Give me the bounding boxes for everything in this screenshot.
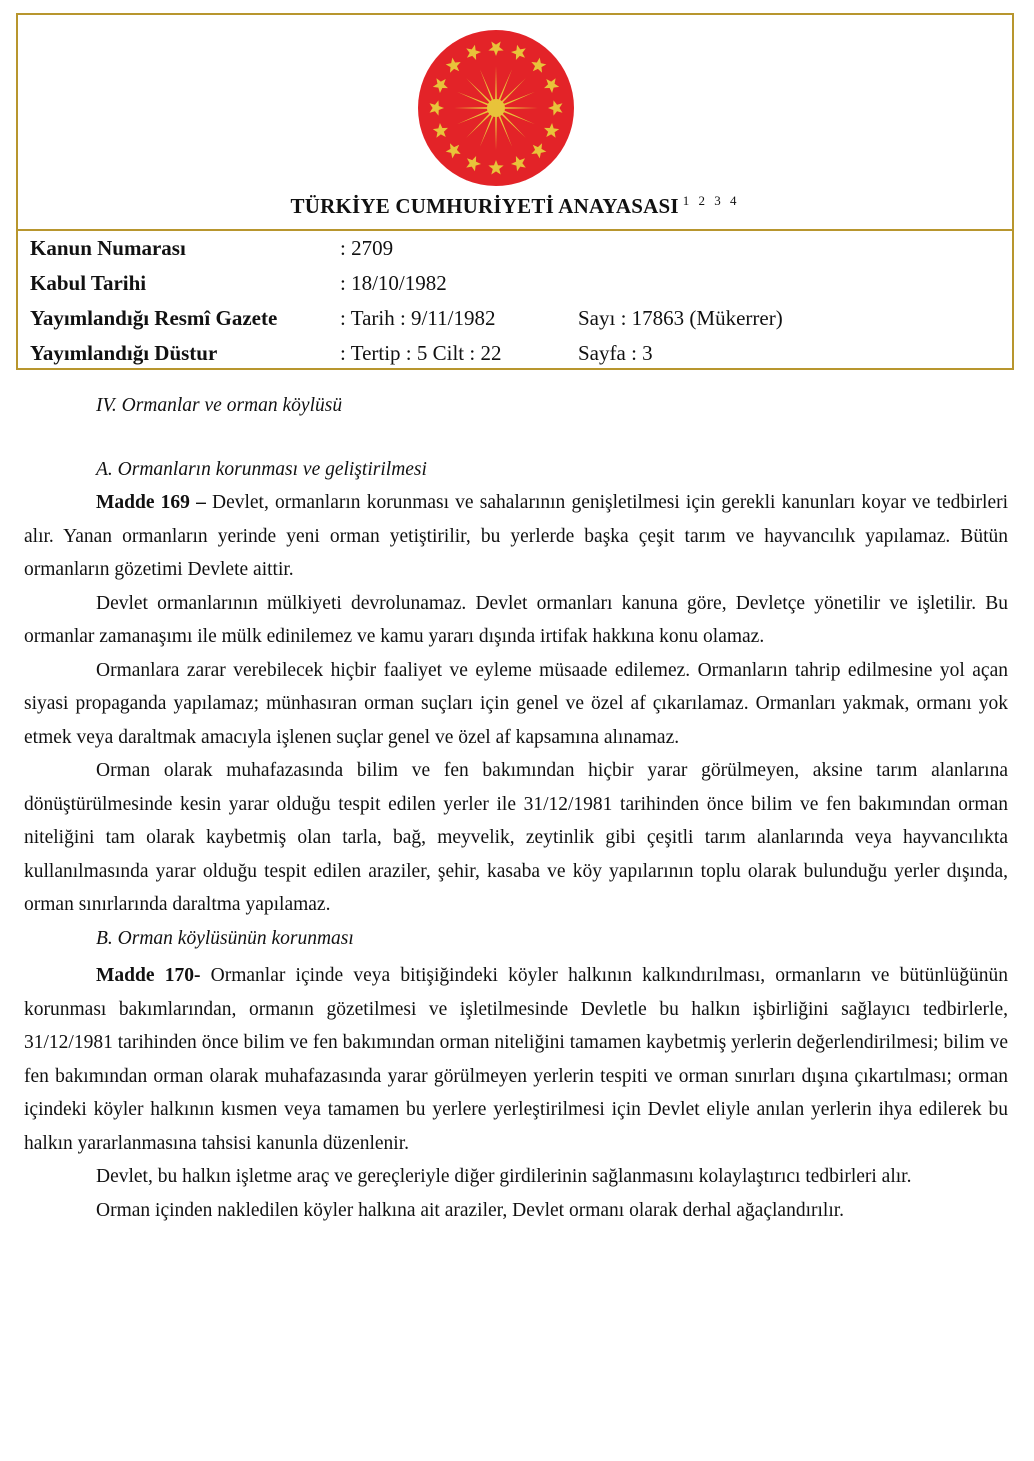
- presidential-seal-icon: [416, 28, 576, 188]
- paragraph: Orman olarak muhafazasında bilim ve fen bakımından hiçbir yarar görülmeyen, aksine tarım alanlarına dönüştürülmesinde kesin yarar olduğu tespit edilen yerler ile 31/12/1981 tarihinden önce bilim ve fen bakımından orman niteliğini tam olarak kaybetmiş olan tarla, bağ, meyvelik, zeytinlik gibi çeşitli tarım alanlarında veya hayvancılıkta kullanılmasında yarar olduğu tespit edilen araziler, şehir, kasaba ve köy yapılarının toplu olarak bulunduğu yerler dışında, orman sınırlarında daraltma yapılamaz.: [24, 760, 1008, 915]
- madde-170-paragraph: [24, 959, 1008, 1160]
- gazete-tarih: : Tarih : 9/11/1982: [340, 306, 496, 330]
- section-heading-iv: IV. Ormanlar ve orman köylüsü: [96, 395, 343, 416]
- madde-169-text: Devlet, ormanların korunması ve sahalarının genişletilmesi için gerekli kanunları koyar ve tedbirleri alır. Yanan ormanların yerinde yeni orman yetiştirilir, bu yerlerde başka çeşit tarım ve hayvancılık yapılamaz. Bütün ormanların gözetimi Devlete aittir.: [24, 492, 1009, 580]
- header-frame: [16, 13, 1014, 370]
- meta-row-kanun: [30, 231, 990, 266]
- paragraph: Ormanlara zarar verebilecek hiçbir faaliyet ve eyleme müsaade edilemez. Ormanların tahrip edilmesine yol açan siyasi propaganda yapılamaz; münhasıran orman suçları için genel ve özel af çıkarılamaz. Ormanları yakmak, ormanı yok etmek veya daraltmak amacıyla işlenen suçlar genel ve özel af kapsamına alınamaz.: [24, 659, 1008, 748]
- madde-170-label: Madde 170-: [96, 965, 201, 986]
- gazete-label: Yayımlandığı Resmî Gazete: [30, 306, 278, 330]
- section-heading-b: B. Orman köylüsünün korunması: [96, 927, 354, 949]
- section-heading-a: A. Ormanların korunması ve geliştirilmesi: [96, 458, 427, 480]
- document-title: [18, 193, 1012, 219]
- kanun-label: Kanun Numarası: [30, 236, 186, 260]
- paragraph: Orman içinden nakledilen köyler halkına ait araziler, Devlet ormanı olarak derhal ağaçlandırılır.: [96, 1199, 845, 1221]
- dustur-label: Yayımlandığı Düstur: [30, 341, 218, 365]
- kanun-value: : 2709: [340, 236, 394, 260]
- paragraph: Devlet, bu halkın işletme araç ve gereçleriyle diğer girdilerinin sağlanmasını kolaylaştırıcı tedbirleri alır.: [96, 1166, 912, 1187]
- madde-169-paragraph: [24, 486, 1008, 587]
- dustur-tertip: : Tertip : 5 Cilt : 22: [340, 341, 502, 365]
- dustur-sayfa: Sayfa : 3: [578, 341, 653, 365]
- title-text: TÜRKİYE CUMHURİYETİ ANAYASASI: [290, 194, 679, 218]
- gazete-sayi: Sayı : 17863 (Mükerrer): [578, 306, 783, 330]
- meta-row-kabul: [30, 266, 990, 301]
- footnote-marks: 1 2 3 4: [682, 193, 740, 208]
- meta-table: [30, 231, 990, 371]
- meta-row-dustur: [30, 336, 990, 371]
- meta-row-gazete: [30, 301, 990, 336]
- madde-169-label: Madde 169 –: [96, 492, 206, 513]
- madde-170-text: Ormanlar içinde veya bitişiğindeki köyler halkının kalkındırılması, ormanların ve bütünlüğünün korunması bakımlarından, ormanın gözetilmesi ve işletilmesinde Devletle bu halkın işbirliğini sağlayıcı tedbirlerle, 31/12/1981 tarihinden önce bilim ve fen bakımından orman niteliğini tamamen kaybetmiş yerlerin değerlendirilmesi; bilim ve fen bakımından orman olarak muhafazasında yarar görülmeyen yerlerin tespiti ve orman sınırları dışına çıkartılması; orman içindeki köyler halkının kısmen veya tamamen bu yerlere yerleştirilmesi için Devlet eliyle anılan yerlerin ihya edilerek bu halkın yararlanmasına tahsisi kanunla düzenlenir.: [24, 965, 1008, 1154]
- kabul-value: : 18/10/1982: [340, 271, 447, 295]
- kabul-label: Kabul Tarihi: [30, 271, 147, 295]
- document-body: [24, 389, 1008, 1227]
- paragraph: Devlet ormanlarının mülkiyeti devrolunamaz. Devlet ormanları kanuna göre, Devletçe yönetilir ve işletilir. Bu ormanlar zamanaşımı ile mülk edinilemez ve kamu yararı dışında irtifak hakkına konu olamaz.: [24, 592, 1008, 647]
